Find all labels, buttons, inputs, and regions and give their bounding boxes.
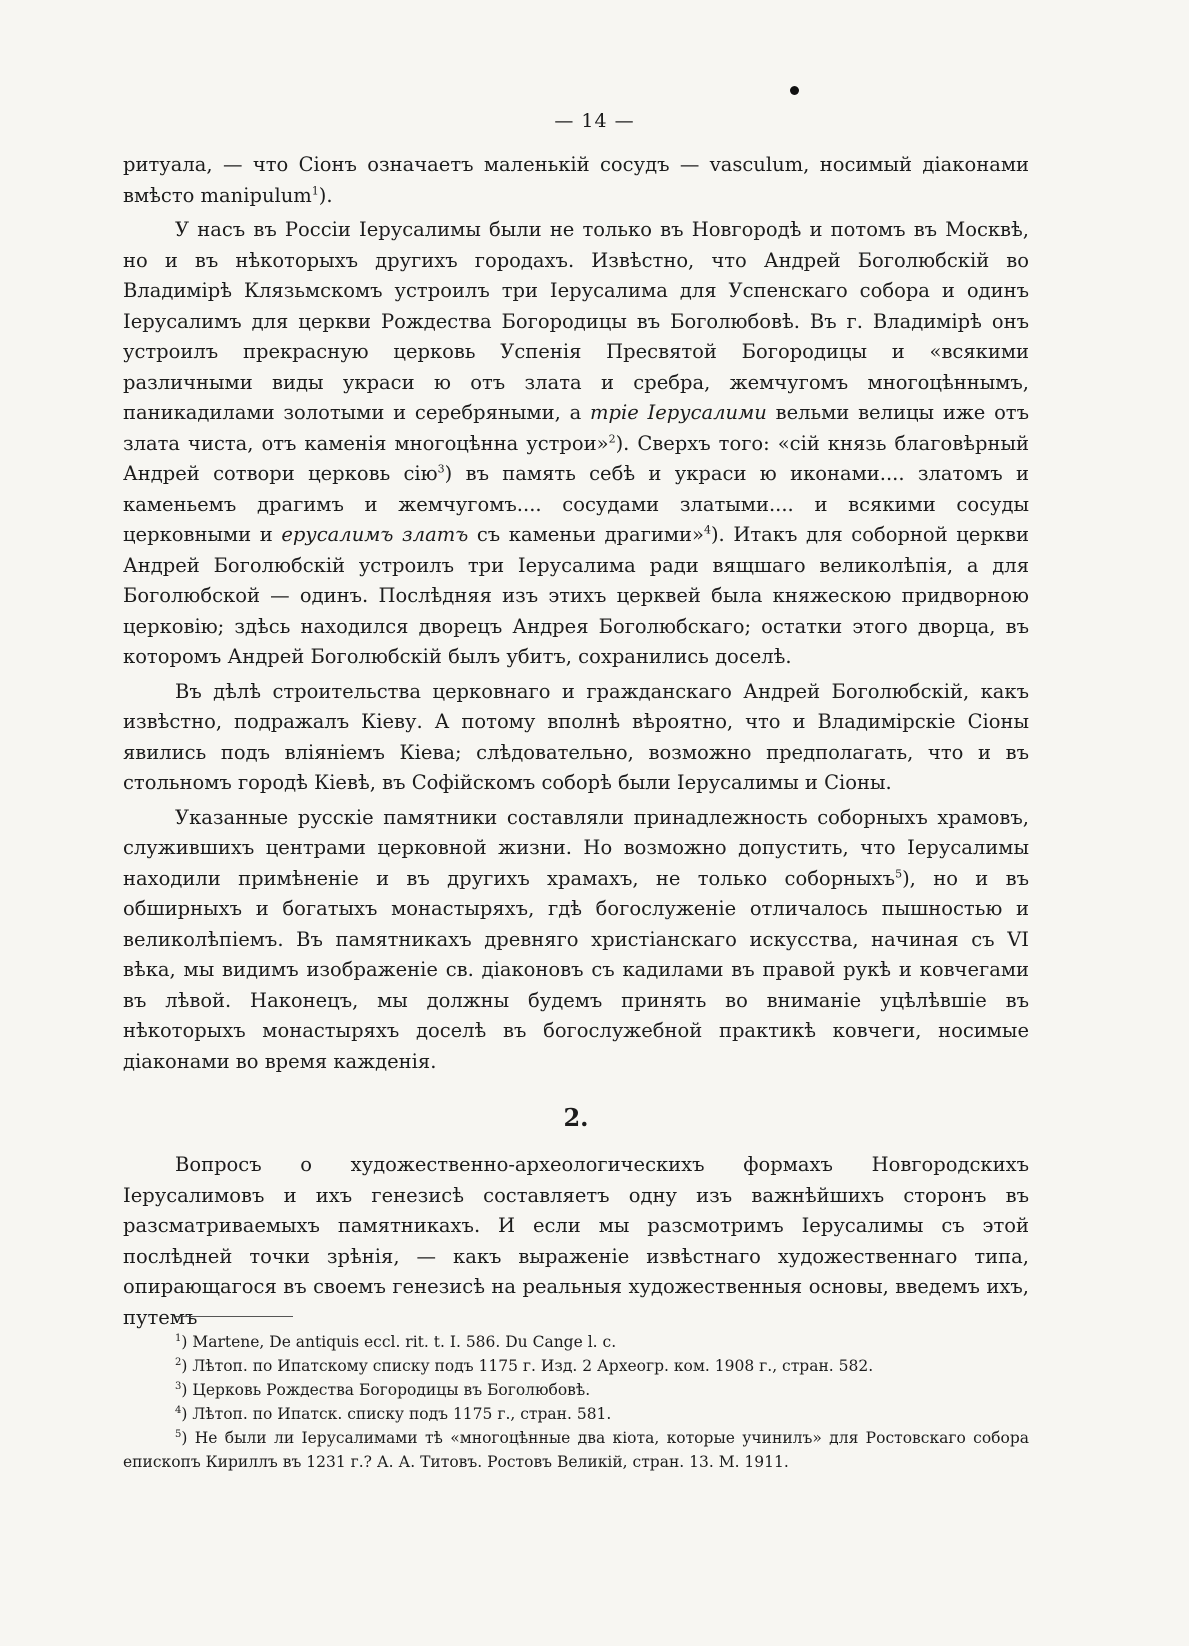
- footnote-ref: 5: [895, 867, 903, 880]
- footnote-1: [123, 1330, 1029, 1354]
- footnote-5: [123, 1426, 1029, 1474]
- footnote-3: [123, 1378, 1029, 1402]
- section-number: 2.: [563, 1103, 589, 1132]
- footnote-mark: 5: [175, 1428, 182, 1440]
- text-run: вельми велицы иже отъ злата чиста, отъ каменія многоцѣнна устрои»: [123, 401, 1030, 455]
- footnote-text: ) Martene, De antiquis eccl. rit. t. I. 586. Du Cange l. c.: [181, 1333, 617, 1351]
- paragraph-1: [123, 150, 1029, 211]
- italic-quote: ерусалимъ златъ: [281, 523, 469, 546]
- footnote-mark: 3: [175, 1380, 182, 1392]
- footnote-text: ) Лѣтоп. по Ипатскому списку подъ 1175 г. Изд. 2 Археогр. ком. 1908 г., стран. 582.: [181, 1357, 874, 1375]
- text-run: ). Итакъ для соборной церкви Андрей Боголюбскій устроилъ три Іерусалима ради вящшаго великолѣпія, а для Боголюбской — одинъ. Послѣдняя изъ этихъ церквей была княжескою придворною церковію; здѣсь находился дворецъ Андрея Боголюбскаго; остатки этого дворца, въ которомъ Андрей Боголюбскій былъ убитъ, сохранились доселѣ.: [123, 523, 1029, 668]
- text-run: Въ дѣлѣ строительства церковнаго и гражданскаго Андрей Боголюбскій, какъ извѣстно, подражалъ Кіеву. А потому вполнѣ вѣроятно, что и Владимірскіе Сіоны явились подъ вліяніемъ Кіева; слѣдовательно, возможно предполагать, что и въ стольномъ городѣ Кіевѣ, въ Софійскомъ соборѣ были Іерусалимы и Сіоны.: [123, 679, 1029, 794]
- text-run: ритуала, — что Сіонъ означаетъ маленькій сосудъ — vasculum, носимый діаконами вмѣсто manipulum: [123, 153, 1029, 207]
- text-run: У насъ въ Россіи Іерусалимы были не только въ Новгородѣ и потомъ въ Москвѣ, но и въ нѣкоторыхъ другихъ городахъ. Извѣстно, что Андрей Боголюбскій во Владимірѣ Клязьмскомъ устроилъ три Іерусалима для Успенскаго собора и одинъ Іерусалимъ для церкви Рождества Богородицы въ Боголюбовѣ. Въ г. Владимірѣ онъ устроилъ прекрасную церковь Успенія Пресвятой Богородицы и «всякими различными виды украси ю отъ злата и сребра, жемчугомъ многоцѣннымъ, паникадилами золотыми и серебряными, а: [123, 218, 1029, 424]
- footnote-ref: 3: [437, 462, 445, 476]
- italic-quote: тріе Іерусалими: [590, 401, 767, 424]
- text-run: ). Сверхъ того: «сій князь благовѣрный Андрей сотвори церковь сію: [123, 431, 1029, 485]
- ink-speck: [790, 86, 799, 95]
- footnote-mark: 2: [175, 1356, 182, 1368]
- section-2-paragraph-1: [123, 1150, 1029, 1333]
- page-number: — 14 —: [554, 110, 635, 132]
- paragraph-2: [123, 215, 1029, 673]
- text-run: ) въ память себѣ и украси ю иконами.... златомъ и каменьемъ драгимъ и жемчугомъ.... сосудами златыми.... и всякими сосуды церковными и: [123, 462, 1029, 546]
- footnote-2: [123, 1354, 1029, 1378]
- footnote-divider: [175, 1316, 293, 1317]
- footnote-ref: 2: [608, 432, 616, 445]
- footnote-text: ) Лѣтоп. по Ипатск. списку подъ 1175 г., стран. 581.: [181, 1405, 612, 1423]
- footnote-ref: 1: [311, 184, 319, 197]
- footnote-text: ) Церковь Рождества Богородицы въ Боголюбовѣ.: [181, 1381, 591, 1399]
- footnote-ref: 4: [703, 523, 711, 537]
- paragraph-4: [123, 803, 1029, 1078]
- footnote-4: [123, 1402, 1029, 1426]
- paragraph-3: [123, 677, 1029, 799]
- text-run: ).: [318, 183, 333, 207]
- footnotes: [123, 1330, 1029, 1474]
- footnote-mark: 1: [175, 1332, 182, 1344]
- body-text: [123, 150, 1029, 1333]
- footnote-text: ) Не были ли Іерусалимами тѣ «многоцѣнные два кіота, которые учинилъ» для Ростовскаго собора епископъ Кириллъ въ 1231 г.? А. А. Титовъ. Ростовъ Великій, стран. 13. М. 1911.: [123, 1429, 1029, 1471]
- footnote-mark: 4: [175, 1404, 182, 1416]
- text-run: съ каменьи драгими»: [468, 523, 704, 546]
- text-run: Указанные русскіе памятники составляли принадлежность соборныхъ храмовъ, служившихъ центрами церковной жизни. Но возможно допустить, что Іерусалимы находили примѣненіе и въ другихъ храмахъ, не только соборныхъ: [123, 805, 1029, 890]
- text-run: Вопросъ о художественно-археологическихъ формахъ Новгородскихъ Іерусалимовъ и ихъ генезисѣ составляетъ одну изъ важнѣйшихъ сторонъ въ разсматриваемыхъ памятникахъ. И если мы разсмотримъ Іерусалимы съ этой послѣдней точки зрѣнія, — какъ выраженіе извѣстнаго художественнаго типа, опирающагося въ своемъ генезисѣ на реальныя художественныя основы, введемъ ихъ, путемъ: [123, 1153, 1029, 1329]
- text-run: ), но и въ обширныхъ и богатыхъ монастыряхъ, гдѣ богослуженіе отличалось пышностью и великолѣпіемъ. Въ памятникахъ древняго христіанскаго искусства, начиная съ VI вѣка, мы видимъ изображеніе св. діаконовъ съ кадилами въ правой рукѣ и ковчегами въ лѣвой. Наконецъ, мы должны будемъ принять во вниманіе уцѣлѣвшіе въ нѣкоторыхъ монастыряхъ доселѣ въ богослужебной практикѣ ковчеги, носимые діаконами во время кажденія.: [123, 866, 1029, 1073]
